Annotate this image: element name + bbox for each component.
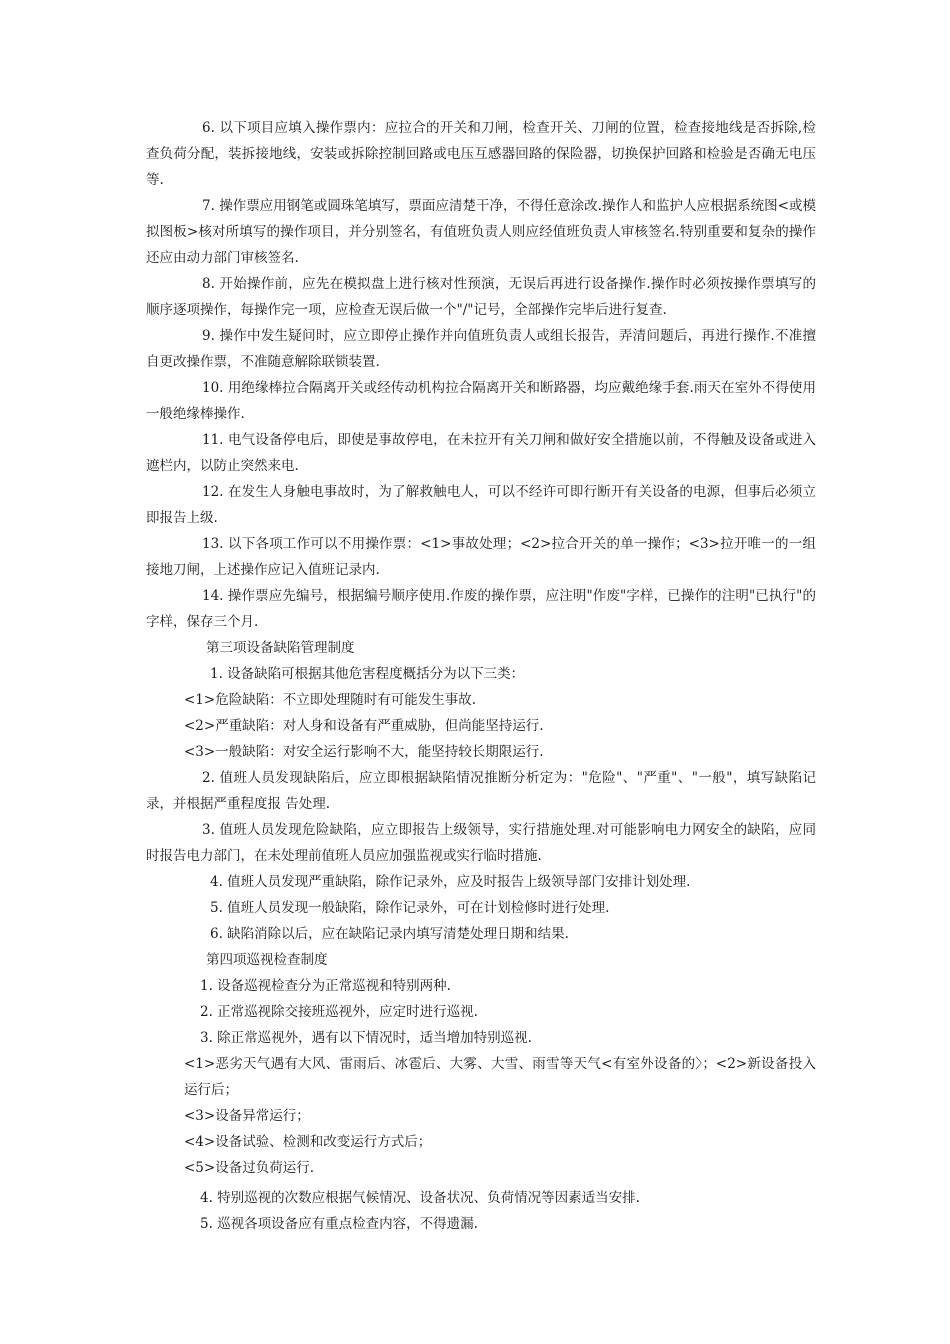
sub-item: <1>危险缺陷：不立即处理随时有可能发生事故. [184,692,477,708]
paragraph: 14. 操作票应先编号，根据编号顺序使用.作废的操作票，应注明"作废"字样，已操作的注明"已执行"的字样，保存三个月. [146,588,816,630]
section-heading: 第四项巡视检查制度 [206,952,328,968]
document-body [146,115,816,1237]
paragraph: 2. 值班人员发现缺陷后，应立即根据缺陷情况推断分析定为："危险"、"严重"、"一般"，填写缺陷记录，并根据严重程度报 告处理. [146,770,816,812]
paragraph: 7. 操作票应用钢笔或圆珠笔填写，票面应清楚干净，不得任意涂改.操作人和监护人应根据系统图<或模拟图板>核对所填写的操作项目，并分别签名，有值班负责人则应经值班负责人审核签名.特别重要和复杂的操作还应由动力部门审核签名. [146,198,816,266]
sub-item: <2>严重缺陷：对人身和设备有严重威胁，但尚能坚持运行. [184,718,544,734]
paragraph: 13. 以下各项工作可以不用操作票：<1>事故处理；<2>拉合开关的单一操作；<3>拉开唯一的一组接地刀闸，上述操作应记入值班记录内. [146,536,816,578]
condition-item: <4>设备试验、检测和改变运行方式后； [184,1134,432,1150]
numbered-item: 5. 巡视各项设备应有重点检查内容，不得遗漏. [200,1216,478,1232]
numbered-item: 1. 设备缺陷可根据其他危害程度概括分为以下三类： [210,666,525,682]
section-heading: 第三项设备缺陷管理制度 [206,640,355,656]
numbered-item: 1. 设备巡视检查分为正常巡视和特别两种. [200,978,451,994]
paragraph: 12. 在发生人身触电事故时，为了解救触电人，可以不经许可即行断开有关设备的电源，但事后必须立即报告上级. [146,484,816,526]
numbered-item: 6. 缺陷消除以后，应在缺陷记录内填写清楚处理日期和结果. [210,926,569,942]
condition-item: <5>设备过负荷运行. [184,1160,315,1176]
paragraph: 8. 开始操作前，应先在模拟盘上进行核对性预演，无误后再进行设备操作.操作时必须按操作票填写的顺序逐项操作，每操作完一项，应检查无误后做一个"/"记号，全部操作完毕后进行复查. [146,276,816,318]
paragraph: 3. 值班人员发现危险缺陷，应立即报告上级领导，实行措施处理.对可能影响电力网安全的缺陷，应同时报告电力部门，在未处理前值班人员应加强监视或实行临时措施. [146,822,816,864]
numbered-item: 2. 正常巡视除交接班巡视外，应定时进行巡视. [200,1004,478,1020]
sub-item: <3>一般缺陷：对安全运行影响不大，能坚持较长期限运行. [184,744,544,760]
condition-item: <3>设备异常运行； [184,1108,310,1124]
paragraph: 6. 以下项目应填入操作票内：应拉合的开关和刀闸，检查开关、刀闸的位置，检查接地线是否拆除,检查负荷分配，装拆接地线，安装或拆除控制回路或电压互感器回路的保险器，切换保护回路和检验是否确无电压等. [146,120,816,188]
paragraph: 9. 操作中发生疑问时，应立即停止操作并向值班负责人或组长报告，弄清问题后，再进行操作.不准擅自更改操作票，不准随意解除联锁装置. [146,328,816,370]
condition-item: <1>恶劣天气遇有大风、雷雨后、冰雹后、大雾、大雪、雨雪等天气<有室外设备的〉；<2>新设备投入运行后； [184,1056,816,1098]
numbered-item: 4. 值班人员发现严重缺陷，除作记录外，应及时报告上级领导部门安排计划处理. [210,874,691,890]
paragraph: 11. 电气设备停电后，即使是事故停电，在未拉开有关刀闸和做好安全措施以前，不得触及设备或进入遮栏内，以防止突然来电. [146,432,816,474]
numbered-item: 5. 值班人员发现一般缺陷，除作记录外，可在计划检修时进行处理. [210,900,610,916]
paragraph: 10. 用绝缘棒拉合隔离开关或经传动机构拉合隔离开关和断路器，均应戴绝缘手套.雨天在室外不得使用一般绝缘棒操作. [146,380,816,422]
numbered-item: 3. 除正常巡视外，遇有以下情况时，适当增加特别巡视. [200,1030,532,1046]
numbered-item: 4. 特别巡视的次数应根据气候情况、设备状况、负荷情况等因素适当安排. [200,1190,640,1206]
